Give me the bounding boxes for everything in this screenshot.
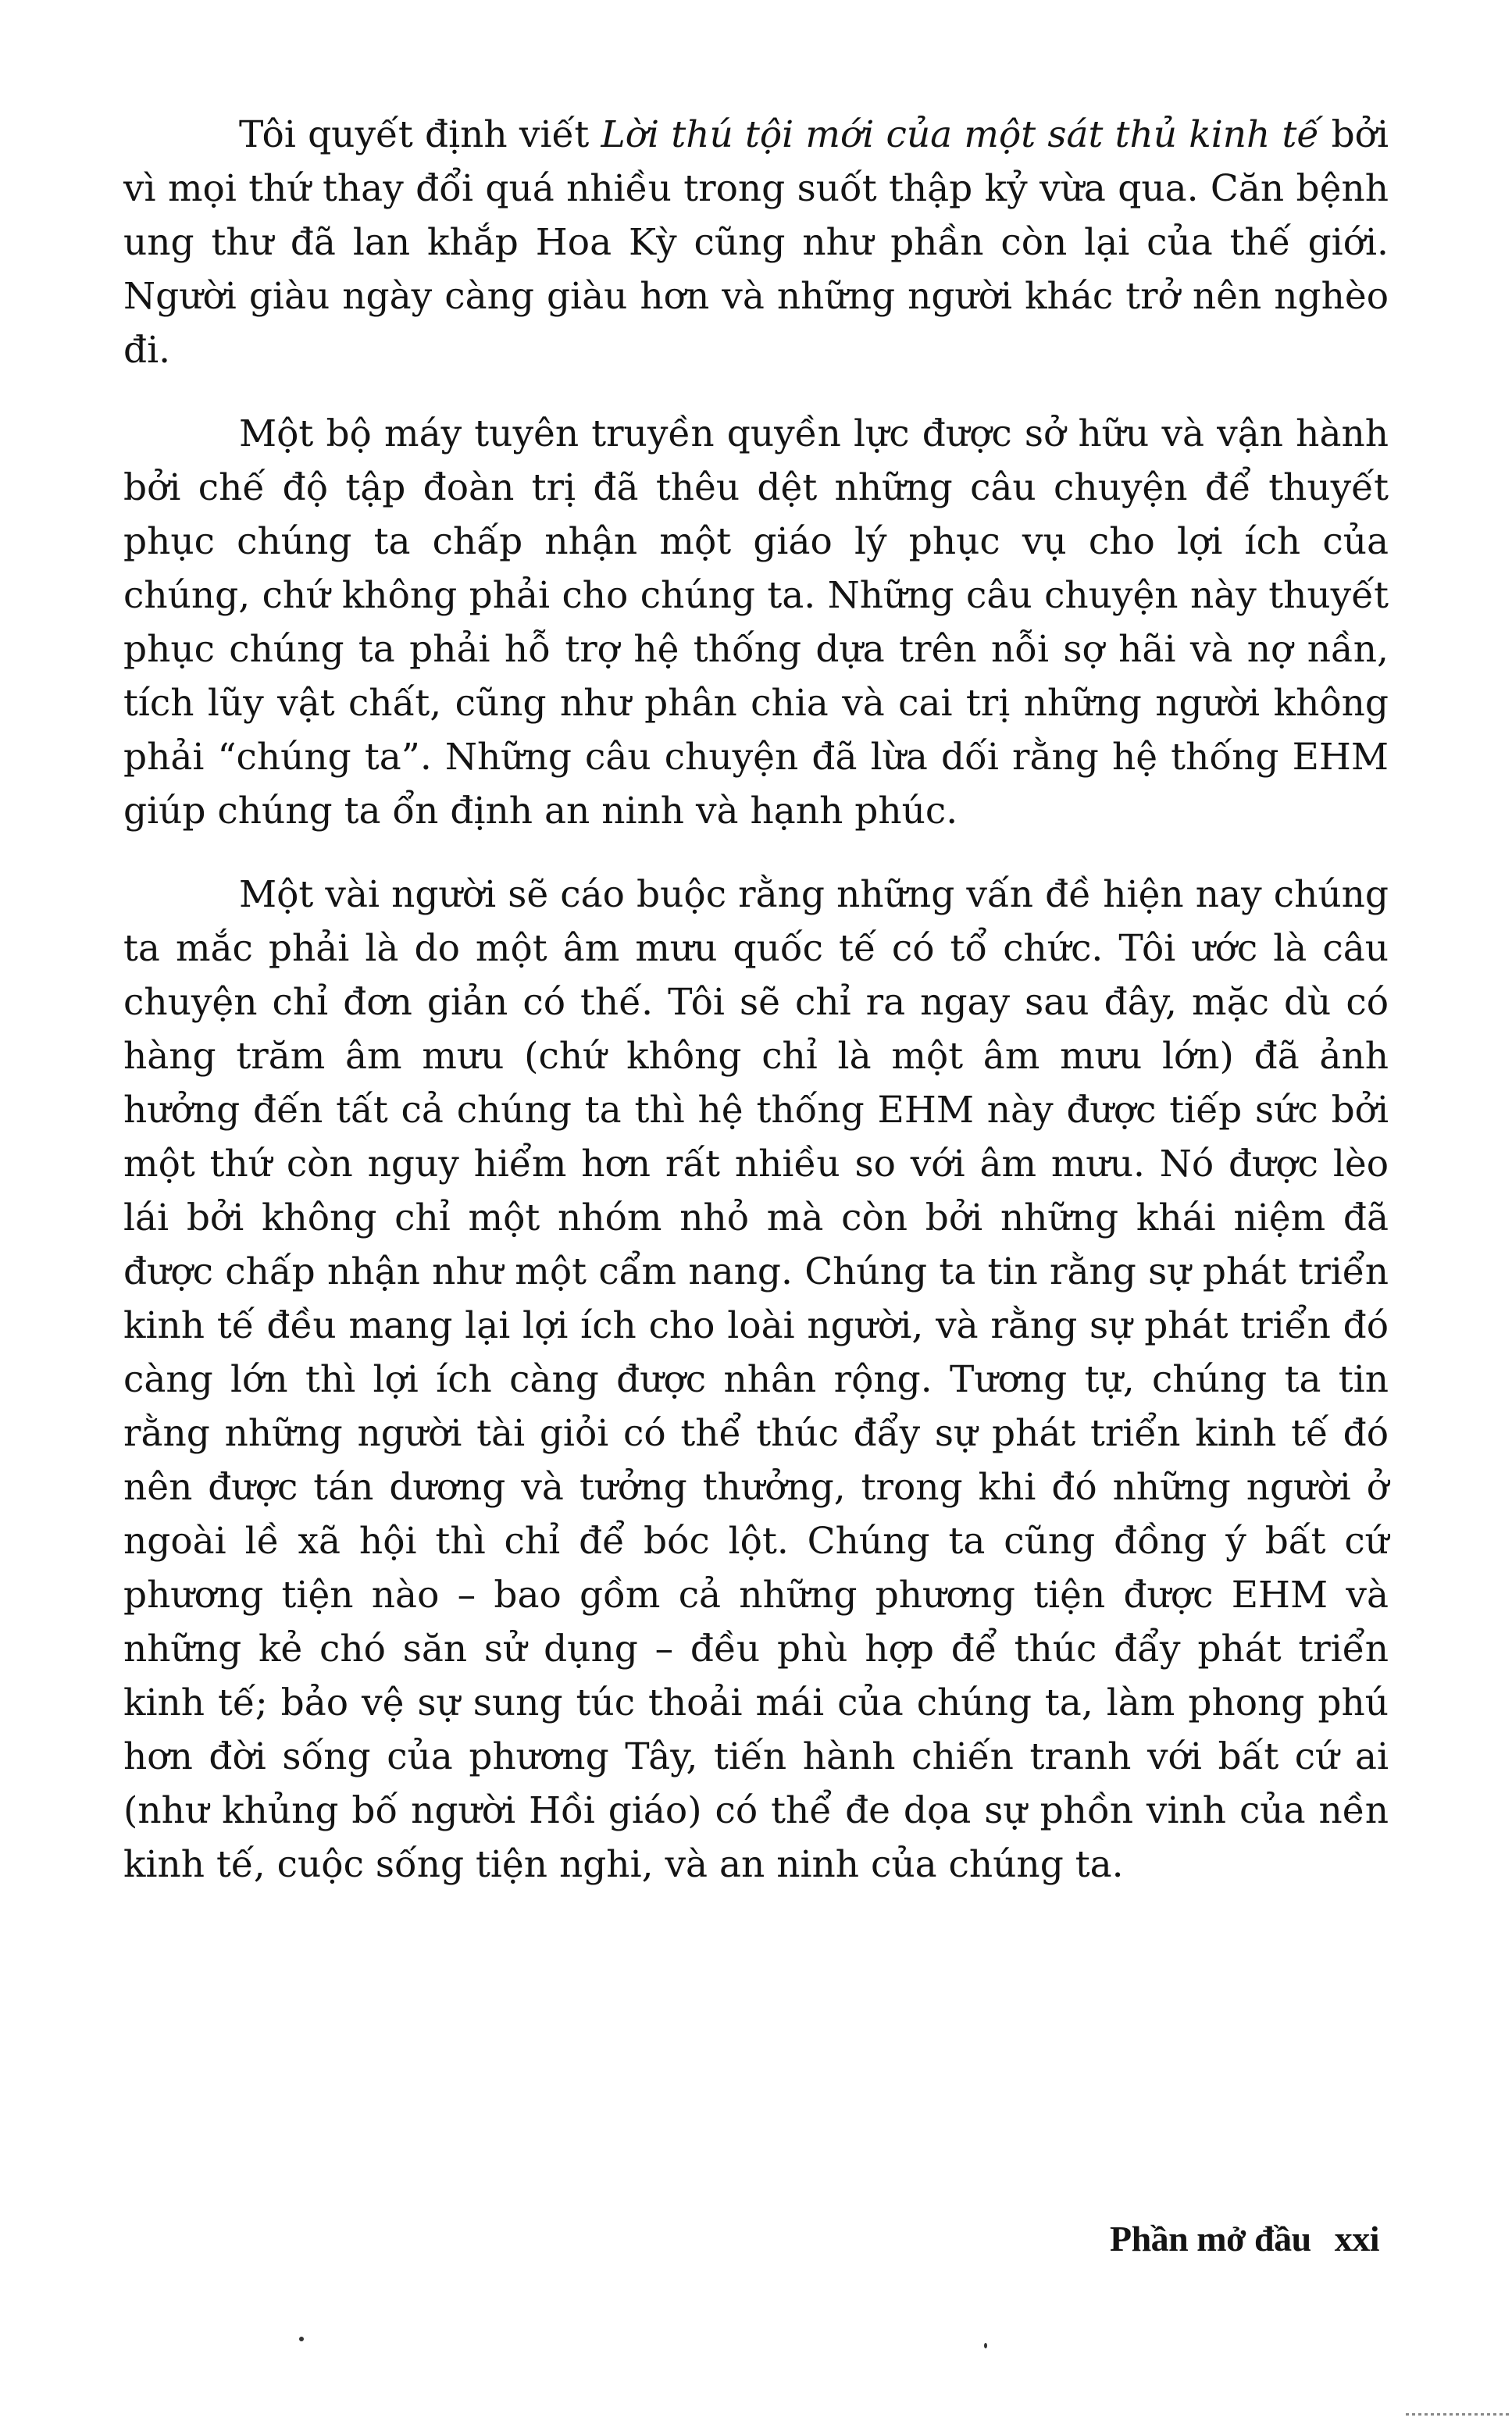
speck (984, 2343, 987, 2348)
paragraph-3: Một vài người sẽ cáo buộc rằng những vấn đề hiện nay chúng ta mắc phải là do một âm mưu quốc tế có tổ chức. Tôi ước là câu chuyện chỉ đơn giản có thế. Tôi sẽ chỉ ra ngay sau đây, mặc dù có hàng trăm âm mưu (chứ không chỉ là một âm mưu lớn) đã ảnh hưởng đến tất cả chúng ta thì hệ thống EHM này được tiếp sức bởi một thứ còn nguy hiểm hơn rất nhiều so với âm mưu. Nó được lèo lái bởi không chỉ một nhóm nhỏ mà còn bởi những khái niệm đã được chấp nhận như một cẩm nang. Chúng ta tin rằng sự phát triển kinh tế đều mang lại lợi ích cho loài người, và rằng sự phát triển đó càng lớn thì lợi ích càng được nhân rộng. Tương tự, chúng ta tin rằng những người tài giỏi có thể thúc đẩy sự phát triển kinh tế đó nên được tán dương và tưởng thưởng, trong khi đó những người ở ngoài lề xã hội thì chỉ để bóc lột. Chúng ta cũng đồng ý bất cứ phương tiện nào – bao gồm cả những phương tiện được EHM và những kẻ chó săn sử dụng – đều phù hợp để thúc đẩy phát triển kinh tế; bảo vệ sự sung túc thoải mái của chúng ta, làm phong phú hơn đời sống của phương Tây, tiến hành chiến tranh với bất cứ ai (như khủng bố người Hồi giáo) có thể đe dọa sự phồn vinh của nền kinh tế, cuộc sống tiện nghi, và an ninh của chúng ta. (123, 873, 1389, 1886)
page-footer (1110, 2218, 1379, 2259)
paragraph-1-rest: bởi vì mọi thứ thay đổi quá nhiều trong suốt thập kỷ vừa qua. Căn bệnh ung thư đã lan khắp Hoa Kỳ cũng như phần còn lại của thế giới. Người giàu ngày càng giàu hơn và những người khác trở nên nghèo đi. (123, 113, 1389, 372)
scan-edge (1406, 2413, 1512, 2416)
body-text (123, 108, 1389, 1921)
speck (299, 2337, 304, 2341)
page-number: xxi (1334, 2219, 1379, 2259)
paragraph-2: Một bộ máy tuyên truyền quyền lực được sở hữu và vận hành bởi chế độ tập đoàn trị đã thêu dệt những câu chuyện để thuyết phục chúng ta chấp nhận một giáo lý phục vụ cho lợi ích của chúng, chứ không phải cho chúng ta. Những câu chuyện này thuyết phục chúng ta phải hỗ trợ hệ thống dựa trên nỗi sợ hãi và nợ nần, tích lũy vật chất, cũng như phân chia và cai trị những người không phải “chúng ta”. Những câu chuyện đã lừa dối rằng hệ thống EHM giúp chúng ta ổn định an ninh và hạnh phúc. (123, 412, 1389, 833)
paragraph-1-intro: Tôi quyết định viết (239, 113, 601, 156)
section-title: Phần mở đầu (1109, 2219, 1311, 2259)
paragraph-1 (123, 108, 1389, 377)
book-title: Lời thú tội mới của một sát thủ kinh tế (601, 113, 1320, 156)
